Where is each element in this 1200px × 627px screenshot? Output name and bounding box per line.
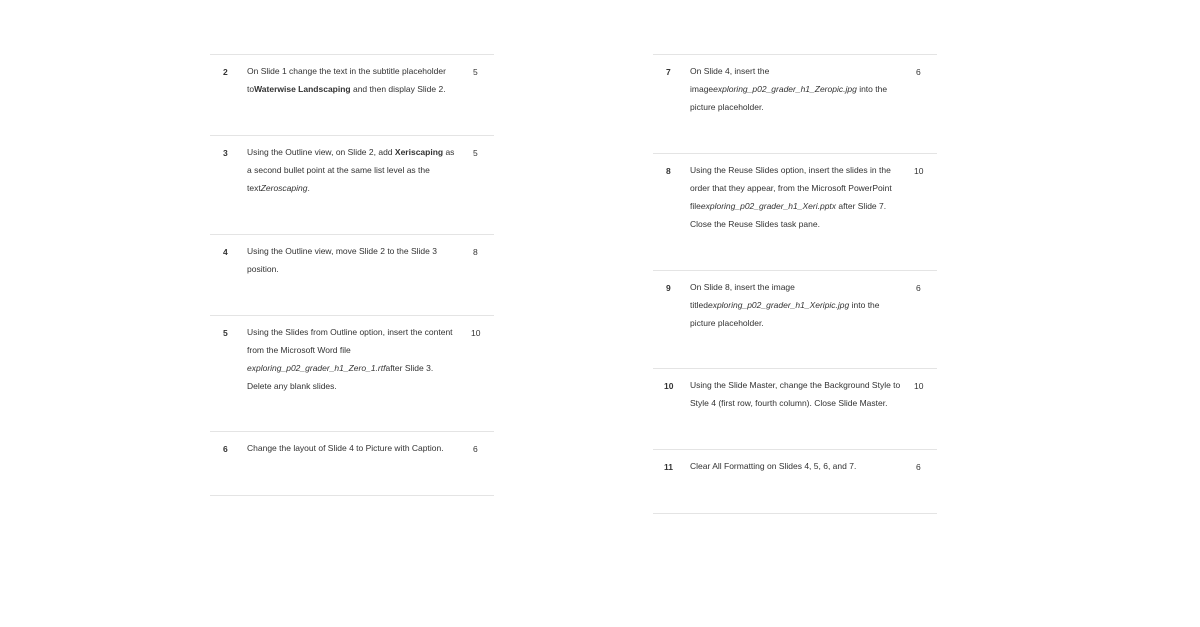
instruction-segment: into the	[856, 84, 888, 94]
instruction-segment: picture placeholder.	[690, 318, 764, 328]
step-row	[210, 315, 494, 432]
step-instruction	[247, 323, 453, 395]
step-number: 9	[666, 283, 671, 293]
step-points: 10	[914, 166, 924, 176]
instruction-segment: Using the Slides from Outline option, insert the content	[247, 327, 453, 337]
instruction-segment: after Slide 3.	[385, 363, 434, 373]
instruction-segment: exploring_p02_grader_h1_Xeripic.jpg	[707, 300, 850, 310]
step-instruction	[247, 143, 454, 197]
step-points: 10	[914, 381, 924, 391]
instruction-segment: exploring_p02_grader_h1_Zero_1.rtf	[247, 363, 386, 373]
step-instruction	[690, 278, 880, 332]
step-instruction	[247, 62, 446, 98]
step-instruction	[247, 242, 437, 278]
step-number: 3	[223, 148, 228, 158]
step-number: 6	[223, 444, 228, 454]
instruction-segment: Change the layout of Slide 4 to Picture with Caption.	[247, 443, 444, 453]
step-row	[653, 54, 937, 154]
step-points: 5	[473, 67, 478, 77]
instruction-segment: Delete any blank slides.	[247, 381, 337, 391]
step-number: 7	[666, 67, 671, 77]
instruction-segment: On Slide 8, insert the image	[690, 282, 795, 292]
step-row	[653, 153, 937, 271]
instruction-segment: from the Microsoft Word file	[247, 345, 351, 355]
instruction-segment: .	[307, 183, 310, 193]
step-row	[210, 234, 494, 316]
step-points: 6	[916, 67, 921, 77]
step-row	[210, 54, 494, 136]
instruction-segment: and then display Slide 2.	[350, 84, 446, 94]
instruction-segment: after Slide 7.	[836, 201, 887, 211]
instruction-segment: Zeroscaping	[260, 183, 308, 193]
instruction-segment: Xeriscaping	[394, 147, 444, 157]
step-points: 10	[471, 328, 481, 338]
instruction-segment: into the	[849, 300, 880, 310]
step-row	[653, 449, 937, 514]
instruction-segment: On Slide 1 change the text in the subtitle placeholder	[247, 66, 446, 76]
instruction-segment: Using the Reuse Slides option, insert the slides in the	[690, 165, 891, 175]
instruction-segment: order that they appear, from the Microsoft PowerPoint	[690, 183, 892, 193]
instruction-segment: Using the Slide Master, change the Background Style to	[690, 380, 901, 390]
instruction-segment: file	[690, 201, 701, 211]
step-row	[653, 270, 937, 369]
step-instruction	[690, 457, 856, 475]
step-points: 5	[473, 148, 478, 158]
instruction-segment: titled	[690, 300, 708, 310]
step-number: 4	[223, 247, 228, 257]
instruction-segment: exploring_p02_grader_h1_Zeropic.jpg	[713, 84, 857, 94]
instruction-segment: as	[443, 147, 455, 157]
instruction-segment: exploring_p02_grader_h1_Xeri.pptx	[700, 201, 837, 211]
step-instruction	[690, 62, 887, 116]
instruction-segment: Using the Outline view, on Slide 2, add	[247, 147, 395, 157]
instruction-segment: text	[247, 183, 261, 193]
step-number: 2	[223, 67, 228, 77]
instruction-segment: Style 4 (first row, fourth column). Close Slide Master.	[690, 398, 888, 408]
step-number: 8	[666, 166, 671, 176]
instruction-segment: Clear All Formatting on Slides 4, 5, 6, and 7.	[690, 461, 857, 471]
step-row	[653, 368, 937, 450]
step-instruction	[690, 161, 892, 233]
step-row	[210, 135, 494, 235]
instruction-segment: a second bullet point at the same list level as the	[247, 165, 430, 175]
instruction-segment: image	[690, 84, 714, 94]
step-number: 11	[664, 462, 673, 472]
step-number: 5	[223, 328, 228, 338]
instruction-segment: Close the Reuse Slides task pane.	[690, 219, 820, 229]
step-points: 8	[473, 247, 478, 257]
instruction-segment: picture placeholder.	[690, 102, 764, 112]
instruction-segment: to	[247, 84, 255, 94]
step-row	[210, 431, 494, 496]
instruction-segment: Using the Outline view, move Slide 2 to the Slide 3	[247, 246, 437, 256]
step-number: 10	[664, 381, 674, 391]
instruction-segment: Waterwise Landscaping	[254, 84, 351, 94]
step-points: 6	[473, 444, 478, 454]
instruction-segment: position.	[247, 264, 279, 274]
step-points: 6	[916, 283, 921, 293]
step-instruction	[690, 376, 900, 412]
instruction-segment: On Slide 4, insert the	[690, 66, 770, 76]
step-points: 6	[916, 462, 921, 472]
step-instruction	[247, 439, 444, 457]
